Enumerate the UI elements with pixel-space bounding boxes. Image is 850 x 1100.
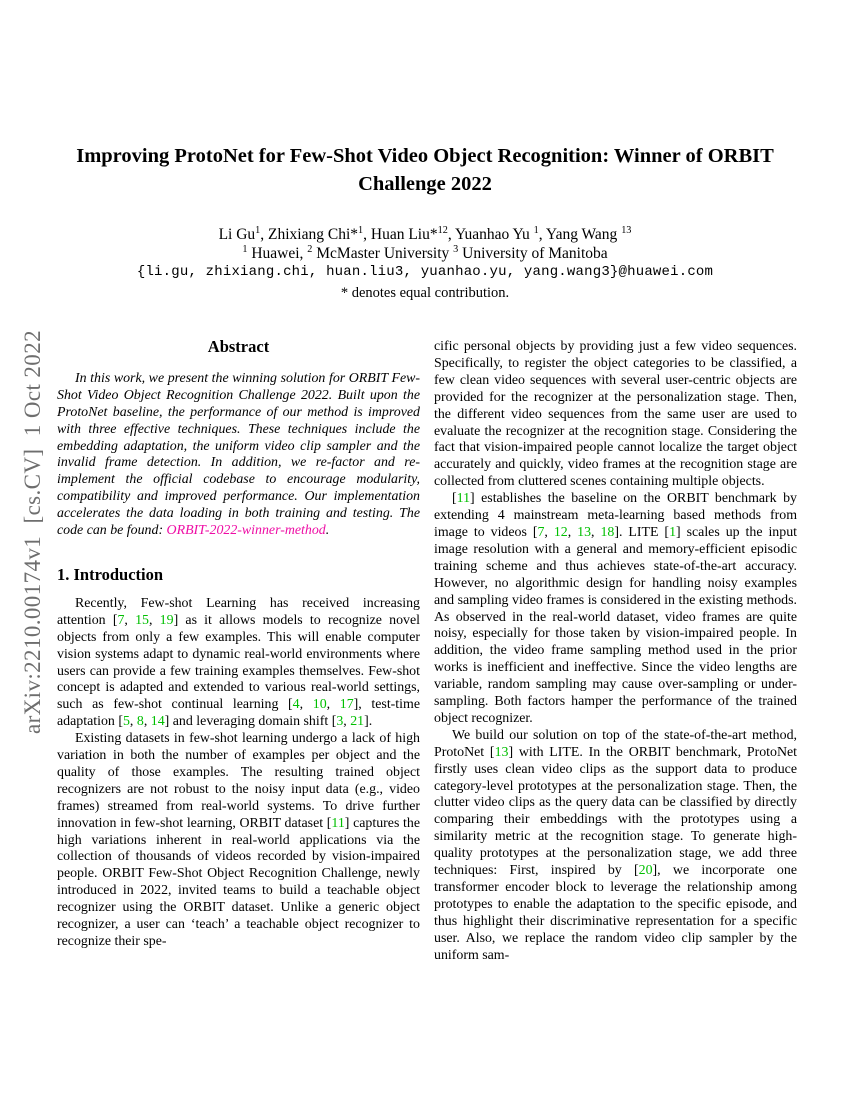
citation-link[interactable]: 10 (312, 697, 327, 713)
superscript: 12 (437, 224, 448, 236)
text-segment: cific personal objects by providing just a few video sequences. Specifically, to register the object categories to be classified, a few clean video sequences with several user-centric objects are provided for the recognizer at the personalization stage. Then, the different video sequences from the same user are used to evaluate the recognizer at the recognition stage. Considering the fact that vision-impaired people cannot localize the target object accurately and quickly, video frames at the recognition stage are collected from cluttered scenes containing multiple objects. (434, 339, 797, 490)
right-column (434, 339, 797, 965)
citation-link[interactable]: 5 (122, 714, 130, 730)
text-segment: University of Manitoba (458, 245, 608, 262)
citation-link[interactable]: 20 (638, 863, 653, 879)
text-segment: ] establishes the baseline on the ORBIT benchmark by extending 4 mainstream meta-learning based methods from image to videos [ (434, 491, 797, 540)
equal-contribution-note: * denotes equal contribution. (340, 285, 510, 301)
paragraph (434, 491, 797, 728)
text-segment: , (143, 714, 151, 730)
text-segment: , (591, 524, 601, 540)
arxiv-watermark: arXiv:2210.00174v1 [cs.CV] 1 Oct 2022 (20, 330, 45, 734)
text-segment: , (124, 612, 136, 628)
text-segment: Huawei, (247, 245, 308, 262)
paper-title: Improving ProtoNet for Few-Shot Video Object Recognition: Winner of ORBIT Challenge 2022 (76, 145, 774, 195)
text-segment: ], test-time adaptation [ (57, 697, 420, 730)
superscript: 1 (255, 224, 261, 236)
text-segment: , (326, 697, 340, 713)
author-emails: {li.gu, zhixiang.chi, huan.liu3, yuanhao.yu, yang.wang3}@huawei.com (136, 264, 714, 280)
introduction-heading: 1. Introduction (57, 564, 164, 584)
citation-link[interactable]: 13 (577, 524, 592, 540)
paragraph (434, 728, 797, 965)
text-segment: ] with LITE. In the ORBIT benchmark, ProtoNet firstly uses clean video clips as the support data to produce category-level prototypes at the personalization stage. Then, the clutter video clips as the query data can be classified by directly comparing their embeddings with the prototypes using a similarity metric at the recognition stage. To generate high-quality prototypes at the personalization stage, we add three techniques: First, inspired by [ (434, 744, 797, 879)
superscript: 3 (453, 243, 459, 255)
citation-link[interactable]: 17 (339, 697, 354, 713)
two-column-body (57, 339, 797, 965)
text-segment: ]. (364, 714, 373, 730)
citation-link[interactable]: 13 (494, 744, 509, 760)
affiliations-line (0, 244, 850, 263)
text-segment: , (343, 714, 351, 730)
text-segment: ], we incorporate one transformer encoder block to leverage the relationship among prototypes to enable the adaptation to the specific episode, and thus highlight their discriminative representation for a specific user. Also, we replace the random video clip sampler by the uniform sam- (434, 863, 797, 963)
abstract-heading: Abstract (207, 337, 270, 356)
text-segment: , Yang Wang (538, 226, 622, 243)
url-link[interactable]: ORBIT-2022-winner-method (166, 523, 326, 539)
text-segment: We build our solution on top of the state-of-the-art method, ProtoNet [ (434, 727, 797, 760)
text-segment: , (129, 714, 137, 730)
citation-link[interactable]: 11 (331, 815, 345, 831)
citation-link[interactable]: 7 (117, 612, 125, 628)
text-segment: , Huan Liu* (363, 226, 438, 243)
text-segment: [ (452, 491, 457, 507)
paper-header (0, 0, 850, 302)
citation-link[interactable]: 7 (537, 524, 545, 540)
paragraph (57, 731, 420, 951)
authors-line (0, 225, 850, 244)
citation-link[interactable]: 21 (350, 714, 365, 730)
text-segment: Li Gu (218, 226, 256, 243)
text-segment: , (544, 524, 554, 540)
citation-link[interactable]: 8 (136, 714, 144, 730)
superscript: 1 (242, 243, 248, 255)
citation-link[interactable]: 11 (456, 491, 471, 507)
citation-link[interactable]: 3 (336, 714, 344, 730)
citation-link[interactable]: 4 (292, 697, 300, 713)
citation-link[interactable]: 15 (135, 612, 149, 628)
superscript: 1 (358, 224, 364, 236)
text-segment: ] scales up the input image resolution with a general and memory-efficient episodic training scheme and thus achieves state-of-the-art accuracy. However, no algorithmic design for handling noisy examples and sampling video frames is considered in the existing methods. As observed in the real-world dataset, video frames are quite noisy, especially for those taken by vision-impaired people. In addition, the video frame sampling method used in the prior works is inefficient and ineffective. Since the video lengths are variable, random sampling may cause over-sampling or under-sampling. Both factors hamper the performance of the trained object recognizer. (434, 524, 797, 726)
paragraph (434, 339, 797, 491)
left-column (57, 339, 420, 965)
text-segment: ]. LITE [ (614, 524, 670, 540)
superscript: 2 (307, 243, 313, 255)
superscript: 13 (621, 224, 632, 236)
citation-link[interactable]: 1 (669, 524, 677, 540)
text-segment: , Yuanhao Yu (447, 226, 534, 243)
citation-link[interactable]: 18 (600, 524, 615, 540)
citation-link[interactable]: 14 (150, 714, 165, 730)
text-segment: ] as it allows models to recognize novel objects from only a few examples. This will enable computer vision systems adapt to dynamic real-world environments where users can provide a few training examples themselves. Few-shot concept is adapted and extended to various real-world settings, such as few-shot continual learning [ (57, 612, 420, 713)
text-segment: , (148, 612, 160, 628)
text-segment: Recently, Few-shot Learning has received increasing attention [ (57, 595, 420, 628)
text-segment: . (325, 523, 330, 539)
abstract-paragraph (57, 371, 420, 540)
text-segment: ] and leveraging domain shift [ (164, 714, 337, 730)
citation-link[interactable]: 19 (159, 612, 174, 628)
text-segment: , (299, 697, 313, 713)
citation-link[interactable]: 12 (553, 524, 568, 540)
text-segment: , (567, 524, 578, 540)
text-segment: ] captures the high variations inherent in real-world applications via the collection of thousands of videos recorded by vision-impaired people. ORBIT Few-Shot Object Recognition Challenge, newly introduced in 2022, invited teams to build a teachable object recognizer using the ORBIT dataset. Unlike a generic object recognizer, a user can ‘teach’ a teachable object recognizer to recognize their spe- (57, 815, 420, 949)
text-segment: In this work, we present the winning solution for ORBIT Few-Shot Video Object Recognition Challenge 2022. Built upon the ProtoNet baseline, the performance of our method is improved with three effective techniques. These techniques include the embedding adaptation, the uniform video clip sampler and the invalid frame detection. In addition, we re-factor and re-implement the official codebase to encourage modularity, compatibility and improved performance. Our implementation accelerates the data loading in both training and testing. The code can be found: (57, 370, 420, 539)
superscript: 1 (533, 224, 539, 236)
paragraph (57, 596, 420, 731)
text-segment: , Zhixiang Chi* (260, 226, 359, 243)
text-segment: McMaster University (312, 245, 454, 262)
text-segment: Existing datasets in few-shot learning undergo a lack of high variation in both the number of examples per object and the quality of those examples. The resulting trained object recognizers are not robust to the noisy input data (e.g., video frames) streamed from real-world systems. To drive further innovation in few-shot learning, ORBIT dataset [ (57, 731, 420, 831)
